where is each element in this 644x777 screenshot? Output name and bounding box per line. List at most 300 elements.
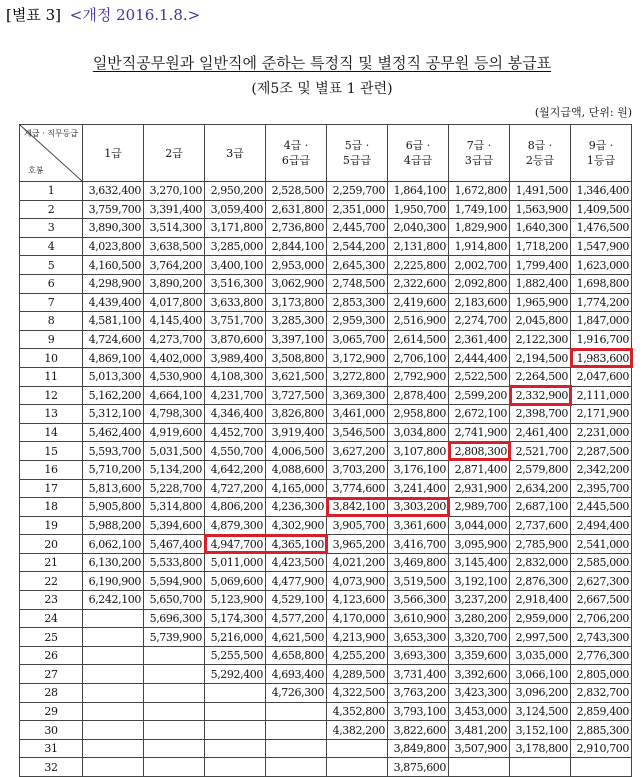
salary-cell [144,758,205,777]
salary-cell: 3,096,200 [510,684,571,703]
grade-header-5: 5급 · 5급급 [327,125,388,182]
salary-cell: 1,718,200 [510,237,571,256]
salary-cell: 4,919,600 [144,423,205,442]
table-row [20,591,632,610]
salary-cell: 2,332,900 [510,386,571,405]
salary-cell: 3,693,300 [388,646,449,665]
salary-cell: 3,632,400 [83,182,144,201]
salary-cell: 4,170,000 [327,609,388,628]
salary-cell: 3,764,200 [144,256,205,275]
grade-header-3: 3급 [205,125,266,182]
salary-cell: 5,134,200 [144,460,205,479]
salary-cell: 4,664,100 [144,386,205,405]
salary-cell: 5,650,700 [144,591,205,610]
step-cell: 2 [20,200,83,219]
salary-cell: 2,445,700 [327,219,388,238]
salary-cell: 2,444,400 [449,349,510,368]
salary-cell: 4,402,000 [144,349,205,368]
salary-cell: 2,989,700 [449,498,510,517]
salary-cell: 4,727,200 [205,479,266,498]
salary-cell: 2,918,400 [510,591,571,610]
salary-cell: 5,013,300 [83,367,144,386]
salary-cell [83,665,144,684]
salary-cell: 3,727,500 [266,386,327,405]
salary-cell: 3,703,200 [327,460,388,479]
salary-cell: 5,314,800 [144,498,205,517]
salary-cell: 5,312,100 [83,405,144,424]
appendix-number: [별표 3] [6,6,61,24]
table-row [20,609,632,628]
salary-cell: 2,183,600 [449,293,510,312]
step-cell: 14 [20,423,83,442]
salary-cell: 1,563,900 [510,200,571,219]
salary-cell: 2,667,500 [571,591,632,610]
salary-cell: 1,774,200 [571,293,632,312]
salary-cell: 1,799,400 [510,256,571,275]
salary-cell: 3,905,700 [327,516,388,535]
step-cell: 10 [20,349,83,368]
salary-cell: 3,566,300 [388,591,449,610]
salary-cell: 5,462,400 [83,423,144,442]
table-row [20,423,632,442]
salary-cell: 2,461,400 [510,423,571,442]
salary-cell: 5,069,600 [205,572,266,591]
salary-cell [266,721,327,740]
salary-cell: 4,577,200 [266,609,327,628]
salary-cell: 1,640,300 [510,219,571,238]
salary-cell: 3,285,300 [266,312,327,331]
step-cell: 30 [20,721,83,740]
salary-cell: 2,544,200 [327,237,388,256]
salary-cell: 2,231,000 [571,423,632,442]
salary-cell [266,758,327,777]
salary-cell: 2,047,600 [571,367,632,386]
salary-cell: 2,743,300 [571,628,632,647]
salary-cell: 1,476,500 [571,219,632,238]
salary-cell: 5,593,700 [83,442,144,461]
salary-cell: 2,808,300 [449,442,510,461]
salary-cell: 1,672,800 [449,182,510,201]
salary-cell: 2,092,800 [449,274,510,293]
salary-cell: 2,792,900 [388,367,449,386]
salary-cell: 3,508,800 [266,349,327,368]
step-cell: 13 [20,405,83,424]
table-row [20,200,632,219]
salary-cell: 4,879,300 [205,516,266,535]
salary-cell: 3,280,200 [449,609,510,628]
salary-cell: 4,352,800 [327,702,388,721]
step-cell: 1 [20,182,83,201]
table-row [20,758,632,777]
salary-cell: 2,361,400 [449,330,510,349]
salary-cell [266,739,327,758]
salary-cell: 2,634,200 [510,479,571,498]
salary-cell: 2,225,800 [388,256,449,275]
salary-cell: 3,035,000 [510,646,571,665]
salary-cell: 5,394,600 [144,516,205,535]
salary-cell: 3,270,100 [144,182,205,201]
salary-cell: 3,731,400 [388,665,449,684]
salary-cell: 1,623,000 [571,256,632,275]
table-row [20,702,632,721]
salary-cell: 2,522,500 [449,367,510,386]
salary-cell: 2,585,000 [571,553,632,572]
salary-cell: 3,842,100 [327,498,388,517]
salary-cell: 1,346,400 [571,182,632,201]
salary-cell: 3,461,000 [327,405,388,424]
salary-cell: 3,272,800 [327,367,388,386]
salary-cell: 2,322,600 [388,274,449,293]
salary-cell: 5,710,200 [83,460,144,479]
salary-cell: 3,095,900 [449,535,510,554]
document-title-text: 일반직공무원과 일반직에 준하는 특정직 및 별정직 공무원 등의 봉급표 [92,54,552,72]
table-row [20,367,632,386]
step-cell: 28 [20,684,83,703]
salary-cell: 3,507,900 [449,739,510,758]
salary-cell: 3,178,800 [510,739,571,758]
salary-cell: 2,045,800 [510,312,571,331]
salary-cell [205,721,266,740]
salary-cell: 4,108,300 [205,367,266,386]
salary-cell: 2,287,500 [571,442,632,461]
salary-cell: 3,173,800 [266,293,327,312]
grade-header-2: 2급 [144,125,205,182]
salary-cell: 3,870,600 [205,330,266,349]
salary-cell: 3,875,600 [388,758,449,777]
salary-cell [449,758,510,777]
salary-cell: 2,627,300 [571,572,632,591]
salary-cell: 2,395,700 [571,479,632,498]
step-cell: 32 [20,758,83,777]
step-cell: 3 [20,219,83,238]
salary-cell: 2,645,300 [327,256,388,275]
salary-cell: 5,174,300 [205,609,266,628]
step-cell: 8 [20,312,83,331]
salary-cell: 3,638,500 [144,237,205,256]
salary-cell: 3,171,800 [205,219,266,238]
salary-table [19,124,632,777]
salary-cell: 3,822,600 [388,721,449,740]
salary-cell: 3,423,300 [449,684,510,703]
salary-cell: 3,059,400 [205,200,266,219]
salary-cell: 2,859,400 [571,702,632,721]
salary-cell [144,684,205,703]
salary-cell: 3,965,200 [327,535,388,554]
salary-cell [327,739,388,758]
salary-cell: 2,748,500 [327,274,388,293]
table-row [20,256,632,275]
salary-cell: 2,672,100 [449,405,510,424]
salary-cell: 2,579,800 [510,460,571,479]
salary-cell: 1,829,900 [449,219,510,238]
step-cell: 15 [20,442,83,461]
salary-cell: 2,002,700 [449,256,510,275]
step-cell: 27 [20,665,83,684]
salary-cell: 2,953,000 [266,256,327,275]
salary-cell: 3,514,300 [144,219,205,238]
salary-cell: 2,876,300 [510,572,571,591]
salary-cell: 4,529,100 [266,591,327,610]
salary-cell: 5,162,200 [83,386,144,405]
revision-date: <개정 2016.1.8.> [69,6,201,24]
table-row [20,442,632,461]
table-row [20,312,632,331]
step-cell: 22 [20,572,83,591]
salary-cell: 2,259,700 [327,182,388,201]
grade-header-9: 9급 · 1등급 [571,125,632,182]
salary-cell: 6,190,900 [83,572,144,591]
salary-cell [83,684,144,703]
corner-bottom-label: 호봉 [28,166,44,175]
salary-cell: 2,599,200 [449,386,510,405]
table-row [20,237,632,256]
salary-cell: 4,017,800 [144,293,205,312]
salary-cell: 3,890,200 [144,274,205,293]
salary-cell: 1,749,100 [449,200,510,219]
salary-cell: 3,391,400 [144,200,205,219]
table-row [20,330,632,349]
salary-cell: 3,285,000 [205,237,266,256]
table-row [20,460,632,479]
salary-cell: 4,073,900 [327,572,388,591]
salary-cell [83,721,144,740]
salary-cell: 3,621,500 [266,367,327,386]
table-row [20,628,632,647]
salary-cell: 3,989,400 [205,349,266,368]
salary-cell: 2,959,000 [510,609,571,628]
table-row [20,646,632,665]
salary-cell [205,684,266,703]
salary-cell: 2,853,300 [327,293,388,312]
salary-cell: 5,292,400 [205,665,266,684]
salary-cell: 4,123,600 [327,591,388,610]
salary-cell [144,739,205,758]
salary-cell: 2,687,100 [510,498,571,517]
step-cell: 18 [20,498,83,517]
salary-cell: 3,751,700 [205,312,266,331]
salary-cell: 3,481,200 [449,721,510,740]
salary-cell: 4,346,400 [205,405,266,424]
step-cell: 16 [20,460,83,479]
salary-cell: 4,006,500 [266,442,327,461]
grade-header-8: 8급 · 2등급 [510,125,571,182]
salary-cell: 4,298,900 [83,274,144,293]
salary-cell: 2,419,600 [388,293,449,312]
table-row [20,479,632,498]
salary-cell: 2,631,800 [266,200,327,219]
grade-header-1: 1급 [83,125,144,182]
step-cell: 19 [20,516,83,535]
step-cell: 31 [20,739,83,758]
salary-cell: 5,123,900 [205,591,266,610]
salary-cell: 4,550,700 [205,442,266,461]
salary-cell: 5,813,600 [83,479,144,498]
salary-cell: 2,878,400 [388,386,449,405]
salary-cell: 1,547,900 [571,237,632,256]
salary-cell: 5,228,700 [144,479,205,498]
salary-cell: 2,950,200 [205,182,266,201]
salary-cell: 3,369,300 [327,386,388,405]
salary-cell: 5,739,900 [144,628,205,647]
salary-cell [571,758,632,777]
salary-cell: 4,726,300 [266,684,327,703]
salary-cell: 4,302,900 [266,516,327,535]
salary-cell: 3,172,900 [327,349,388,368]
salary-cell: 4,869,100 [83,349,144,368]
salary-cell: 1,409,500 [571,200,632,219]
salary-cell: 3,176,100 [388,460,449,479]
salary-cell [144,646,205,665]
salary-cell [144,665,205,684]
salary-cell: 2,885,300 [571,721,632,740]
appendix-label [6,4,200,25]
salary-cell: 3,062,900 [266,274,327,293]
salary-cell [83,758,144,777]
table-row [20,182,632,201]
corner-header [20,125,83,182]
salary-cell: 4,021,200 [327,553,388,572]
salary-cell: 1,864,100 [388,182,449,201]
salary-cell: 2,805,000 [571,665,632,684]
salary-cell: 5,905,800 [83,498,144,517]
salary-cell: 3,034,800 [388,423,449,442]
salary-cell: 3,793,100 [388,702,449,721]
table-row [20,405,632,424]
salary-cell: 3,192,100 [449,572,510,591]
salary-cell: 4,322,500 [327,684,388,703]
salary-cell: 3,107,800 [388,442,449,461]
salary-cell: 4,439,400 [83,293,144,312]
salary-cell: 3,124,500 [510,702,571,721]
salary-cell: 2,706,100 [388,349,449,368]
salary-cell: 3,919,400 [266,423,327,442]
salary-cell: 3,416,700 [388,535,449,554]
step-cell: 20 [20,535,83,554]
salary-cell [144,721,205,740]
salary-cell: 3,066,100 [510,665,571,684]
salary-cell: 3,237,200 [449,591,510,610]
salary-cell: 1,914,800 [449,237,510,256]
salary-cell: 5,031,500 [144,442,205,461]
salary-cell: 2,528,500 [266,182,327,201]
salary-cell: 3,044,000 [449,516,510,535]
salary-cell: 4,423,500 [266,553,327,572]
salary-cell: 5,988,200 [83,516,144,535]
header-row [20,125,632,182]
table-row [20,293,632,312]
salary-cell: 2,194,500 [510,349,571,368]
salary-cell: 2,274,700 [449,312,510,331]
salary-cell: 3,359,600 [449,646,510,665]
salary-cell: 5,533,800 [144,553,205,572]
salary-cell: 2,614,500 [388,330,449,349]
salary-cell: 4,145,400 [144,312,205,331]
salary-cell: 2,736,800 [266,219,327,238]
salary-cell: 4,693,400 [266,665,327,684]
step-cell: 11 [20,367,83,386]
salary-cell: 4,530,900 [144,367,205,386]
salary-cell: 1,950,700 [388,200,449,219]
salary-cell: 4,165,000 [266,479,327,498]
salary-cell: 3,627,200 [327,442,388,461]
table-row [20,349,632,368]
salary-cell: 4,382,200 [327,721,388,740]
salary-cell: 4,236,300 [266,498,327,517]
salary-cell: 3,763,200 [388,684,449,703]
salary-cell [510,758,571,777]
salary-cell: 2,040,300 [388,219,449,238]
salary-cell: 2,741,900 [449,423,510,442]
salary-cell: 3,065,700 [327,330,388,349]
salary-cell [83,646,144,665]
corner-top-label: 계급 · 직무등급 [24,129,78,138]
salary-cell: 4,255,200 [327,646,388,665]
salary-cell: 2,122,300 [510,330,571,349]
salary-cell: 3,774,600 [327,479,388,498]
salary-cell: 4,365,100 [266,535,327,554]
step-cell: 24 [20,609,83,628]
salary-cell: 1,965,900 [510,293,571,312]
salary-cell: 2,871,400 [449,460,510,479]
step-cell: 7 [20,293,83,312]
salary-cell: 3,826,800 [266,405,327,424]
salary-cell [327,758,388,777]
salary-cell: 3,890,300 [83,219,144,238]
salary-cell: 2,494,400 [571,516,632,535]
table-row [20,498,632,517]
salary-cell: 1,491,500 [510,182,571,201]
salary-cell: 3,849,800 [388,739,449,758]
salary-cell: 2,832,000 [510,553,571,572]
salary-cell: 2,111,000 [571,386,632,405]
salary-cell: 2,171,900 [571,405,632,424]
salary-cell: 5,594,900 [144,572,205,591]
salary-cell: 4,088,600 [266,460,327,479]
salary-cell: 4,160,500 [83,256,144,275]
salary-cell: 1,698,800 [571,274,632,293]
salary-cell: 2,264,500 [510,367,571,386]
salary-cell: 3,519,500 [388,572,449,591]
salary-cell: 2,776,300 [571,646,632,665]
salary-cell: 2,959,300 [327,312,388,331]
step-cell: 23 [20,591,83,610]
salary-cell: 4,213,900 [327,628,388,647]
salary-cell: 2,785,900 [510,535,571,554]
salary-cell [266,702,327,721]
salary-cell [83,609,144,628]
salary-cell: 2,541,000 [571,535,632,554]
salary-cell: 3,241,400 [388,479,449,498]
salary-cell: 2,516,900 [388,312,449,331]
salary-cell: 6,242,100 [83,591,144,610]
salary-cell: 3,392,600 [449,665,510,684]
salary-cell: 4,806,200 [205,498,266,517]
salary-cell: 4,477,900 [266,572,327,591]
salary-cell: 4,621,500 [266,628,327,647]
salary-cell: 4,023,800 [83,237,144,256]
salary-cell [205,739,266,758]
salary-cell: 5,011,000 [205,553,266,572]
salary-cell: 5,696,300 [144,609,205,628]
salary-cell: 4,642,200 [205,460,266,479]
salary-cell: 4,724,600 [83,330,144,349]
salary-cell [144,702,205,721]
document-subtitle: (제5조 및 별표 1 관련) [251,81,393,97]
salary-cell: 3,400,100 [205,256,266,275]
salary-cell: 2,706,200 [571,609,632,628]
step-cell: 17 [20,479,83,498]
table-row [20,535,632,554]
